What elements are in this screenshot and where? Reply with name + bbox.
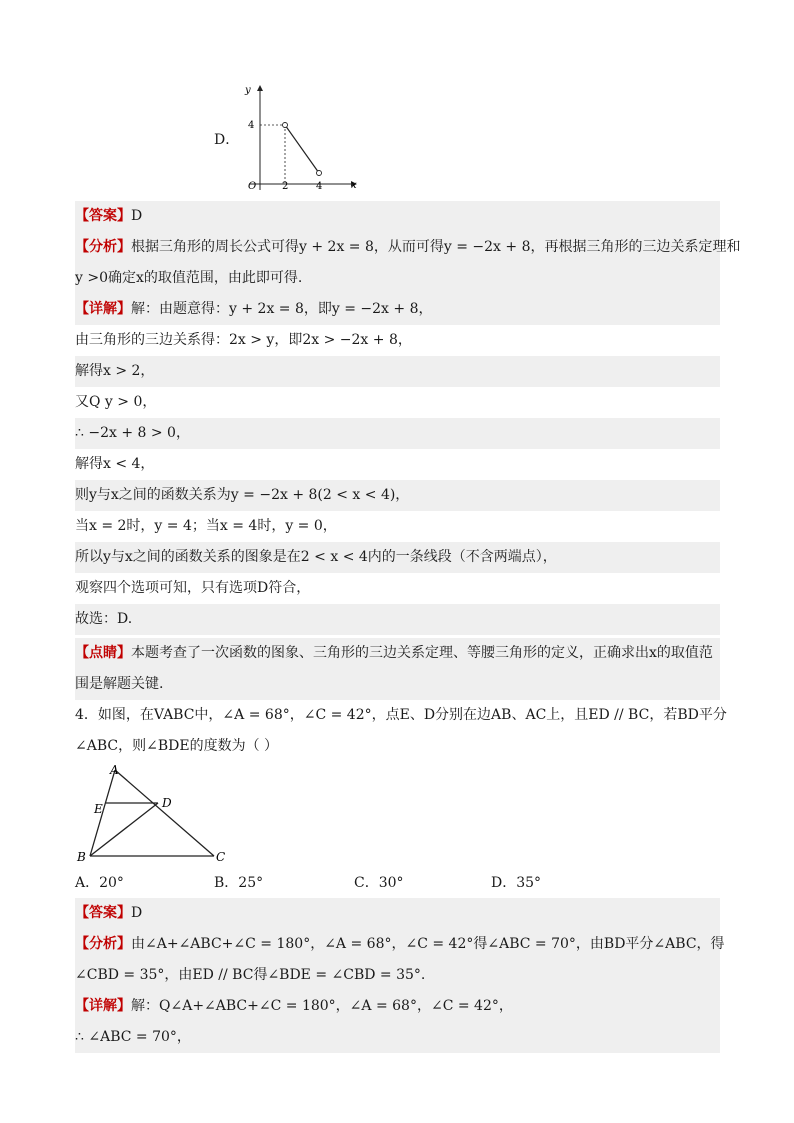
option-d-graph: [240, 80, 365, 192]
q4-detail-text-1: 解：Q∠A+∠ABC+∠C = 180°，∠A = 68°，∠C = 42°，: [131, 998, 513, 1014]
question-4-stem-2: ∠ABC，则∠BDE的度数为（ ）: [75, 738, 279, 754]
open-endpoint-left: [283, 123, 288, 128]
detail-line-9: 所以y与x之间的函数关系的图象是在2 < x < 4内的一条线段（不含两端点），: [75, 542, 720, 573]
option-a: A．20°: [75, 875, 124, 891]
detail-line-4: 又Q y > 0，: [75, 394, 157, 410]
q4-answer-value: D: [131, 905, 143, 921]
side-ac: [115, 770, 214, 856]
q4-detail-tag: 【详解】: [75, 998, 131, 1014]
q4-answer-tag: 【答案】: [75, 905, 131, 921]
option-d-label: D．: [214, 132, 240, 148]
detail-line-8: 当x = 2时，y = 4；当x = 4时，y = 0，: [75, 518, 337, 534]
option-b: B．25°: [214, 875, 264, 891]
analysis-tag: 【分析】: [75, 239, 131, 255]
q4-analysis-text-1: 由∠A+∠ABC+∠C = 180°，∠A = 68°，∠C = 42°得∠ABC = 70°，由BD平分∠ABC，得: [131, 936, 725, 952]
detail-line-3: 解得x > 2，: [75, 356, 720, 387]
q4-detail-line-2: ∴ ∠ABC = 70°，: [75, 1022, 720, 1053]
point-e-label: E: [94, 802, 103, 816]
detail-text-1: 解：由题意得：y + 2x = 8，即y = −2x + 8，: [131, 301, 433, 317]
vertex-b-label: B: [77, 850, 86, 864]
triangle-figure: [72, 760, 232, 868]
detail-tag: 【详解】: [75, 301, 131, 317]
vertex-c-label: C: [216, 850, 226, 864]
comment-text-1: 本题考查了一次函数的图象、三角形的三边关系定理、等腰三角形的定义，正确求出x的取值范: [131, 645, 713, 661]
q4-analysis-tag: 【分析】: [75, 936, 131, 952]
y-axis-label: y: [245, 85, 251, 96]
graph-segment: [285, 125, 319, 173]
point-d-label: D: [162, 796, 172, 810]
tick-y4: 4: [248, 120, 255, 131]
detail-line-6: 解得x < 4，: [75, 456, 155, 472]
option-d: D．35°: [491, 875, 542, 891]
comment-line-1: [75, 638, 720, 669]
tick-x4: 4: [316, 181, 323, 192]
analysis-line-1: [75, 232, 741, 263]
vertex-a-label: A: [110, 763, 119, 777]
detail-line-1: [75, 294, 720, 325]
answer-line: [75, 201, 720, 232]
question-4-stem-1: 4．如图，在VABC中，∠A = 68°，∠C = 42°，点E、D分别在边AB、AC上，且ED // BC，若BD平分: [75, 707, 727, 723]
detail-line-10: 观察四个选项可知，只有选项D符合，: [75, 580, 311, 596]
analysis-line-2: y >0确定x的取值范围，由此即可得.: [75, 263, 720, 294]
x-axis-label: x: [351, 180, 357, 191]
option-c: C．30°: [354, 875, 404, 891]
comment-tag: 【点睛】: [75, 645, 131, 661]
answer-tag: 【答案】: [75, 208, 131, 224]
analysis-text-1: 根据三角形的周长公式可得y + 2x = 8，从而可得y = −2x + 8，再根据三角形的三边关系定理和: [131, 239, 741, 255]
comment-line-2: 围是解题关键.: [75, 669, 720, 700]
answer-value: D: [131, 208, 143, 224]
q4-analysis-line-1: [75, 929, 725, 960]
open-endpoint-right: [317, 171, 322, 176]
q4-analysis-line-2: ∠CBD = 35°，由ED // BC得∠BDE = ∠CBD = 35°.: [75, 960, 720, 991]
tick-x2: 2: [282, 181, 289, 192]
detail-line-7: 则y与x之间的函数关系为y = −2x + 8(2 < x < 4)，: [75, 480, 720, 511]
detail-line-11: 故选：D.: [75, 604, 720, 635]
detail-line-5: ∴ −2x + 8 > 0，: [75, 418, 720, 449]
q4-answer-line: [75, 898, 720, 929]
detail-line-2: 由三角形的三边关系得：2x > y，即2x > −2x + 8，: [75, 332, 412, 348]
origin-label: O: [248, 181, 257, 192]
q4-detail-line-1: [75, 991, 720, 1022]
